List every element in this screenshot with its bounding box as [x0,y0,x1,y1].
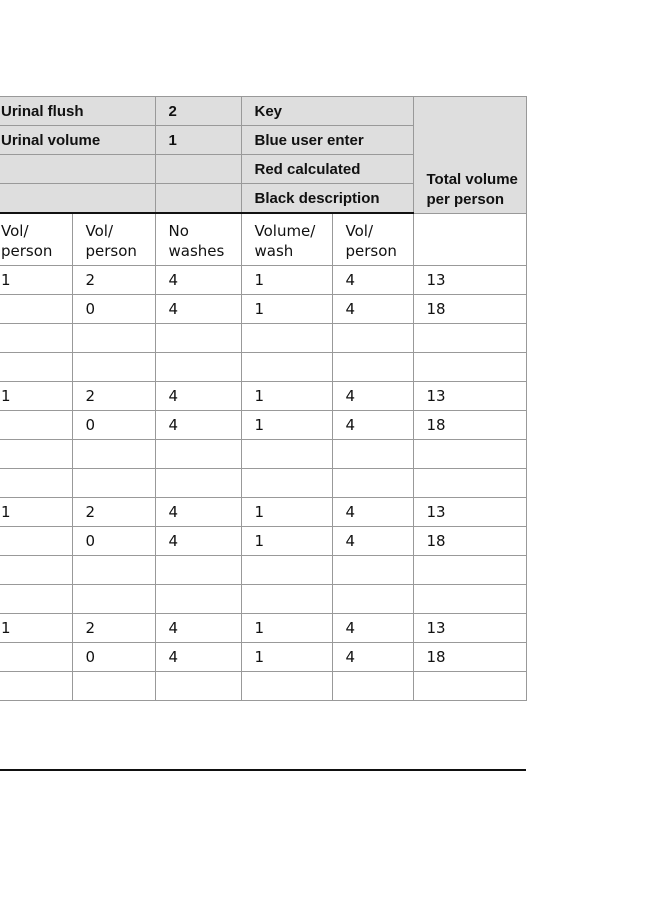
table-cell [155,556,241,585]
empty-header-cell [155,184,241,214]
table-cell: 4 [155,266,241,295]
table-cell: 1 [0,266,72,295]
header-row-urinal-flush [0,97,526,126]
column-header: Vol/ person [332,213,413,266]
table-cell [241,585,332,614]
table-row [0,643,526,672]
table-cell [413,585,526,614]
table-cell: 4 [332,614,413,643]
table-cell: 13 [413,614,526,643]
table-cell [241,440,332,469]
table-cell [332,353,413,382]
table-cell: 1 [241,411,332,440]
table-cell: 1 [241,266,332,295]
table-cell [155,440,241,469]
table-cell: 1 [241,643,332,672]
key-black-entry: Black description [241,184,413,214]
table-cell [241,469,332,498]
table-cell: 4 [332,382,413,411]
table-row [0,411,526,440]
table-cell: 4 [155,382,241,411]
urinal-volume-value: 1 [155,126,241,155]
table-cell [413,469,526,498]
table-cell [332,585,413,614]
table-cell [241,556,332,585]
table-cell [332,469,413,498]
table-row [0,440,526,469]
table-cell [0,353,72,382]
table-cell: 18 [413,643,526,672]
table-cell: 1 [0,614,72,643]
table-cell [413,672,526,701]
table-row [0,556,526,585]
column-header-row [0,213,526,266]
table-cell [0,643,72,672]
table-cell: 1 [241,382,332,411]
table-cell [332,324,413,353]
table-cell: 2 [72,498,155,527]
table-cell [0,440,72,469]
table-row [0,527,526,556]
table-cell: 4 [332,411,413,440]
empty-header-cell [0,184,155,214]
table-cell [332,440,413,469]
table-cell: 4 [332,527,413,556]
table-cell [413,440,526,469]
table-cell: 1 [0,382,72,411]
table-cell [155,324,241,353]
table-cell: 2 [72,614,155,643]
key-title: Key [241,97,413,126]
table-cell: 4 [155,643,241,672]
column-header: Vol/ person [72,213,155,266]
table-cell: 0 [72,411,155,440]
table-cell [0,672,72,701]
table-cell: 1 [241,527,332,556]
table-cell [72,324,155,353]
table-cell [0,324,72,353]
table-cell: 13 [413,498,526,527]
total-volume-per-person-header: Total volume per person [413,97,526,214]
column-header: No washes [155,213,241,266]
table-cell [241,353,332,382]
table-cell [0,411,72,440]
water-usage-table [0,96,527,701]
table-cell [0,585,72,614]
table-cell [72,469,155,498]
table-cell: 0 [72,527,155,556]
table-cell [72,672,155,701]
table-cell: 4 [332,295,413,324]
table-cell: 1 [241,295,332,324]
table-row [0,324,526,353]
table-cell: 1 [241,498,332,527]
table-cell [413,324,526,353]
table-cell [72,556,155,585]
table-cell [241,672,332,701]
key-blue-entry: Blue user enter [241,126,413,155]
table-cell: 2 [72,266,155,295]
table-cell: 0 [72,295,155,324]
table-cell: 4 [332,266,413,295]
table-row [0,469,526,498]
urinal-volume-label: Urinal volume [0,126,155,155]
empty-header-cell [155,155,241,184]
table-cell [155,672,241,701]
table-cell [0,556,72,585]
table-cell: 18 [413,295,526,324]
column-header [413,213,526,266]
table-cell: 4 [155,498,241,527]
table-cell: 4 [155,411,241,440]
column-header: Vol/ person [0,213,72,266]
table-cell: 0 [72,643,155,672]
table-cell [0,295,72,324]
bottom-rule [0,769,526,771]
table-cell [72,353,155,382]
table-cell [0,469,72,498]
key-red-entry: Red calculated [241,155,413,184]
table-cell: 4 [155,527,241,556]
table-cell [332,672,413,701]
table-cell [332,556,413,585]
table-row [0,295,526,324]
table-row [0,266,526,295]
table-row [0,614,526,643]
table-cell: 18 [413,411,526,440]
table-cell [155,469,241,498]
table-row [0,672,526,701]
table-row [0,353,526,382]
empty-header-cell [0,155,155,184]
table-cell: 4 [332,498,413,527]
urinal-flush-value: 2 [155,97,241,126]
table-cell [72,585,155,614]
table-cell [0,527,72,556]
table-cell: 4 [155,614,241,643]
table-cell: 13 [413,382,526,411]
table-cell: 2 [72,382,155,411]
table-cell [72,440,155,469]
table-cell: 13 [413,266,526,295]
table-cell: 1 [241,614,332,643]
table-cell [241,324,332,353]
table-row [0,382,526,411]
table-cell: 4 [332,643,413,672]
table-cell [413,556,526,585]
column-header: Volume/ wash [241,213,332,266]
table-cell [413,353,526,382]
table-cell [155,353,241,382]
table-cell [155,585,241,614]
urinal-flush-label: Urinal flush [0,97,155,126]
table-cell: 4 [155,295,241,324]
table-row [0,498,526,527]
table-row [0,585,526,614]
table-cell: 1 [0,498,72,527]
table-cell: 18 [413,527,526,556]
